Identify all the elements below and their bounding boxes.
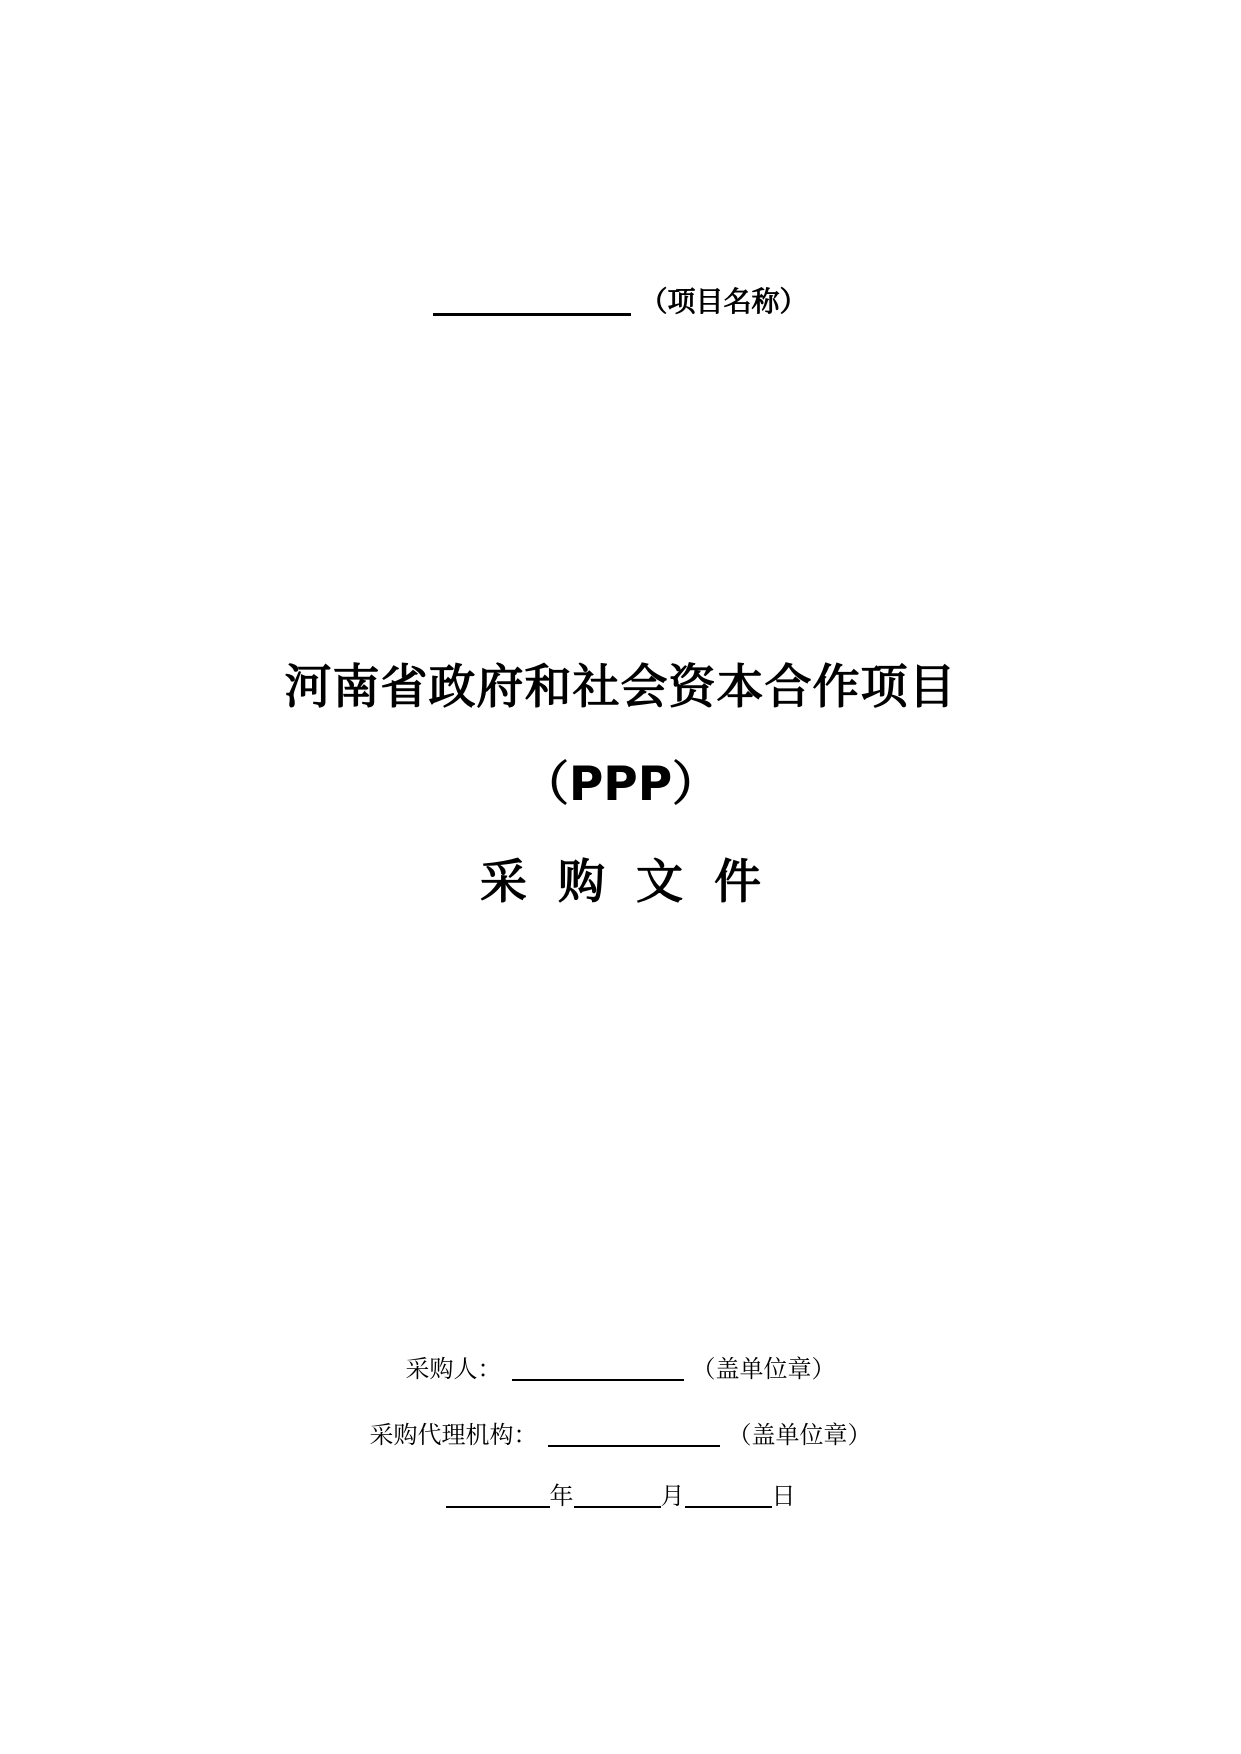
date-line	[0, 1475, 1241, 1511]
month-blank	[574, 1478, 661, 1508]
project-name-blank	[433, 279, 631, 316]
year-blank	[446, 1478, 550, 1508]
agency-blank	[548, 1417, 720, 1447]
agency-label: 采购代理机构：	[369, 1421, 538, 1449]
purchaser-line	[0, 1348, 1241, 1384]
month-label: 月	[660, 1482, 685, 1510]
purchaser-seal-note: （盖单位章）	[691, 1355, 836, 1383]
purchaser-label: 采购人：	[405, 1355, 502, 1383]
day-blank	[685, 1478, 772, 1508]
purchaser-blank	[512, 1351, 684, 1381]
document-type-heading: 采购文件	[480, 855, 792, 910]
day-label: 日	[771, 1482, 796, 1510]
document-title: 河南省政府和社会资本合作项目	[284, 660, 957, 715]
project-name-line	[0, 280, 1241, 320]
agency-seal-note: （盖单位章）	[727, 1421, 872, 1449]
agency-line	[0, 1414, 1241, 1450]
document-subtitle-ppp: （PPP）	[521, 757, 720, 812]
project-name-label: （项目名称）	[639, 285, 808, 318]
year-label: 年	[549, 1482, 574, 1510]
